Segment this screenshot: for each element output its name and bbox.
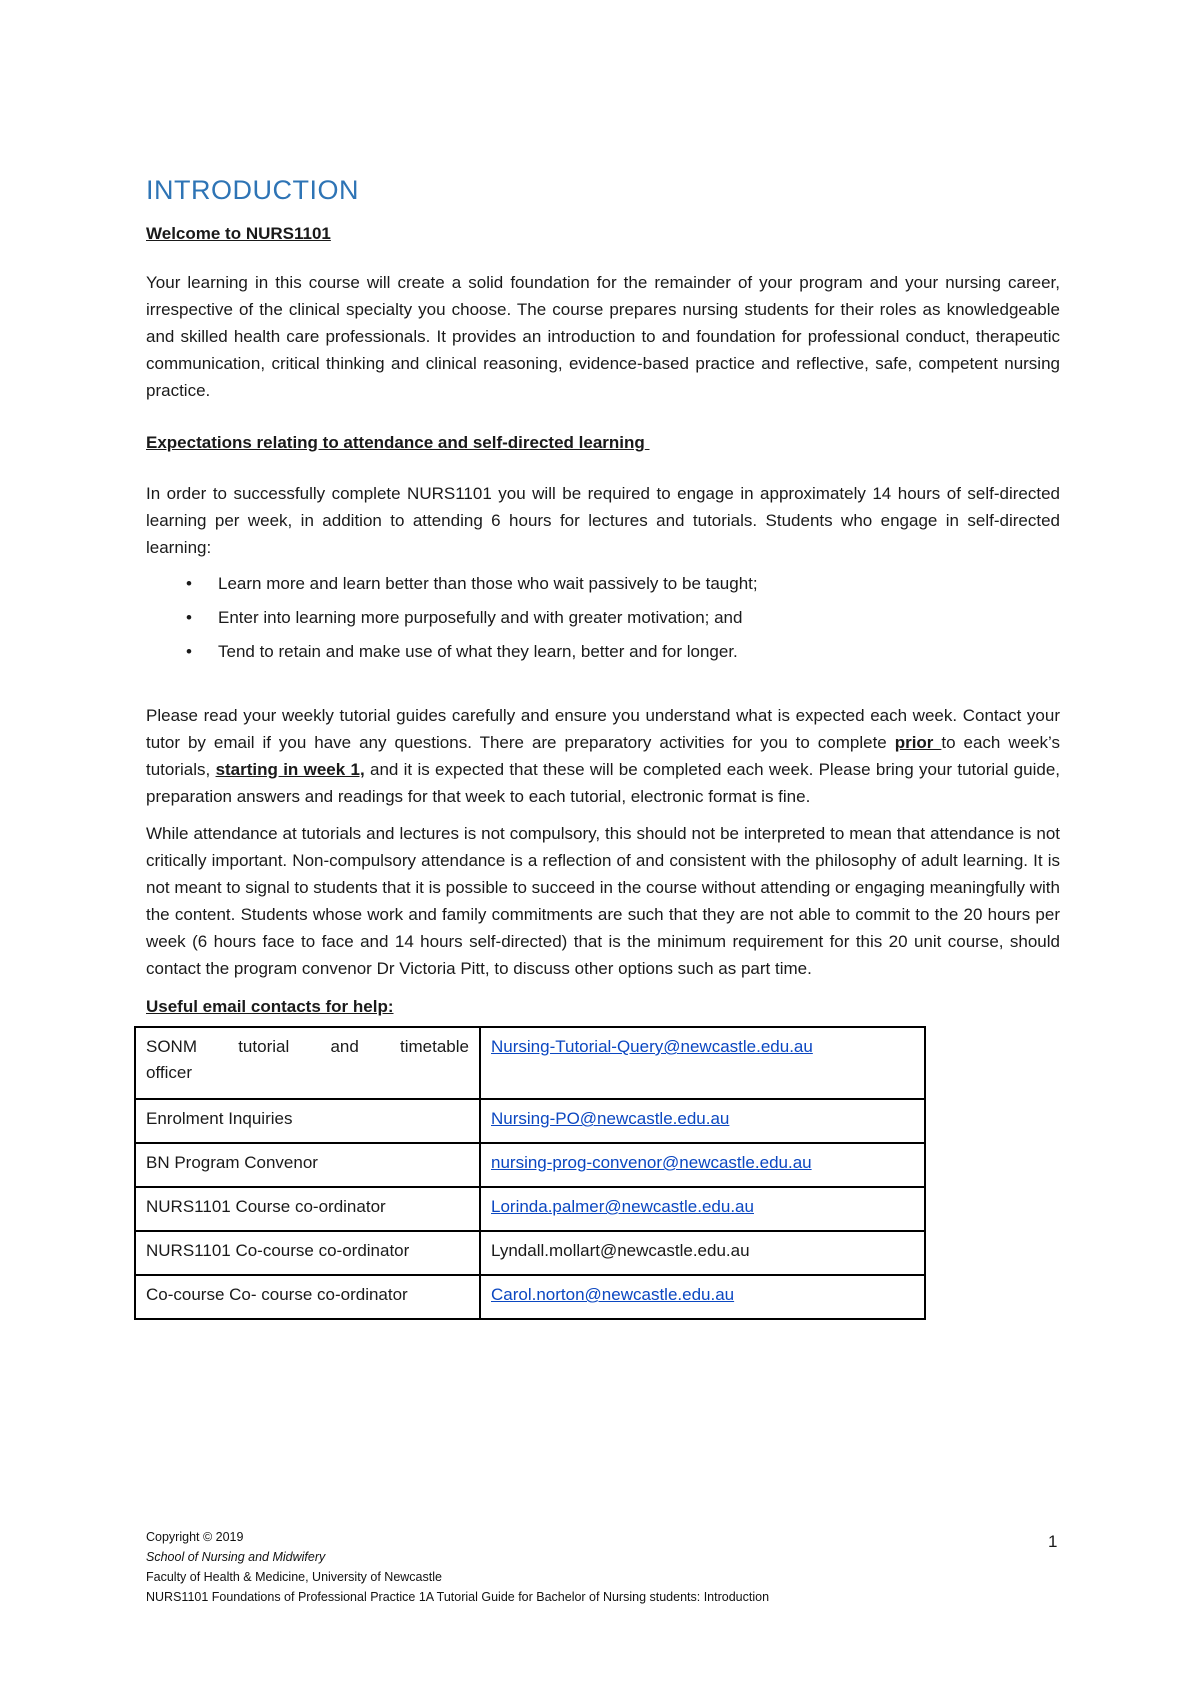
email-text: Lyndall.mollart@newcastle.edu.au (491, 1241, 750, 1260)
page-title: INTRODUCTION (146, 175, 359, 205)
list-item-text: Tend to retain and make use of what they learn, better and for longer. (218, 642, 738, 661)
footer-faculty: Faculty of Health & Medicine, University of Newcastle (146, 1570, 442, 1584)
footer-school: School of Nursing and Midwifery (146, 1550, 326, 1564)
list-item (146, 567, 1060, 601)
contact-email (480, 1275, 925, 1319)
footer-course: NURS1101 Foundations of Professional Practice 1A Tutorial Guide for Bachelor of Nursing students: Introduction (146, 1590, 770, 1604)
footer-copyright: Copyright © 2019 (146, 1530, 244, 1544)
paragraph-text: and it is expected that these will be completed each week. Please bring your tutorial guide, preparation answers and readings for that week to each tutorial, electronic format is fine. (146, 760, 1060, 806)
table-row (135, 1027, 925, 1099)
contact-email (480, 1231, 925, 1275)
expectations-subheading (146, 429, 1060, 456)
list-item-text: Learn more and learn better than those who wait passively to be taught; (218, 574, 758, 593)
bullet-list (146, 567, 1060, 669)
contact-role: SONM tutorial and timetable officer (135, 1027, 480, 1099)
contact-email (480, 1099, 925, 1143)
paragraph-text: Please read your weekly tutorial guides carefully and ensure you understand what is expected each week. Contact your tutor by email if you have any questions. There are preparatory activities for you to complete (146, 706, 1060, 752)
list-item (146, 635, 1060, 669)
contact-email (480, 1187, 925, 1231)
prior-emphasis: prior (894, 733, 942, 752)
bullet-icon: • (186, 642, 192, 661)
document-body (146, 170, 1060, 1320)
contact-email (480, 1027, 925, 1099)
page-number: 1 (1048, 1532, 1058, 1551)
email-link[interactable]: Lorinda.palmer@newcastle.edu.au (491, 1197, 754, 1216)
email-link[interactable]: nursing-prog-convenor@newcastle.edu.au (491, 1153, 812, 1172)
contacts-subheading: Useful email contacts for help: (146, 997, 394, 1016)
attendance-paragraph: While attendance at tutorials and lectures is not compulsory, this should not be interpreted to mean that attendance is not critically important. Non-compulsory attendance is a reflection of and consistent with the philosophy of adult learning. It is not meant to signal to students that it is possible to succeed in the course without attending or engaging meaningfully with the content. Students whose work and family commitments are such that they are not able to commit to the 20 hours per week (6 hours face to face and 14 hours self-directed) that is the minimum requirement for this 20 unit course, should contact the program convenor Dr Victoria Pitt, to discuss other options such as part time. (146, 824, 1060, 978)
table-row (135, 1275, 925, 1319)
contacts-table (134, 1026, 926, 1320)
email-link[interactable]: Nursing-PO@newcastle.edu.au (491, 1109, 730, 1128)
list-item-text: Enter into learning more purposefully and with greater motivation; and (218, 608, 743, 627)
table-row (135, 1231, 925, 1275)
page-footer (146, 1527, 769, 1607)
email-link[interactable]: Nursing-Tutorial-Query@newcastle.edu.au (491, 1037, 813, 1056)
contact-role: Enrolment Inquiries (135, 1099, 480, 1143)
welcome-subheading: Welcome to NURS1101 (146, 224, 331, 243)
contact-role: NURS1101 Course co-ordinator (135, 1187, 480, 1231)
bullet-icon: • (186, 574, 192, 593)
table-row (135, 1143, 925, 1187)
contact-role: BN Program Convenor (135, 1143, 480, 1187)
expectations-paragraph: In order to successfully complete NURS1101 you will be required to engage in approximately 14 hours of self-directed learning per week, in addition to attending 6 hours for lectures and tutorials. Students who engage in self-directed learning: (146, 484, 1060, 557)
paragraph-text: to each week’s tutorials, (146, 733, 1060, 779)
bullet-icon: • (186, 608, 192, 627)
list-item (146, 601, 1060, 635)
contact-email (480, 1143, 925, 1187)
expectations-subheading-text: Expectations relating to attendance and self-directed learning (146, 433, 645, 452)
contact-role: Co-course Co- course co-ordinator (135, 1275, 480, 1319)
email-link[interactable]: Carol.norton@newcastle.edu.au (491, 1285, 735, 1304)
contact-role: NURS1101 Co-course co-ordinator (135, 1231, 480, 1275)
tutorial-guide-paragraph (146, 702, 1060, 810)
table-row (135, 1187, 925, 1231)
intro-paragraph: Your learning in this course will create a solid foundation for the remainder of your program and your nursing career, irrespective of the clinical specialty you choose. The course prepares nursing students for their roles as knowledgeable and skilled health care professionals. It provides an introduction to and foundation for professional conduct, therapeutic communication, critical thinking and clinical reasoning, evidence-based practice and reflective, safe, competent nursing practice. (146, 273, 1060, 400)
starting-week-emphasis: starting in week 1, (215, 760, 365, 779)
table-row (135, 1099, 925, 1143)
